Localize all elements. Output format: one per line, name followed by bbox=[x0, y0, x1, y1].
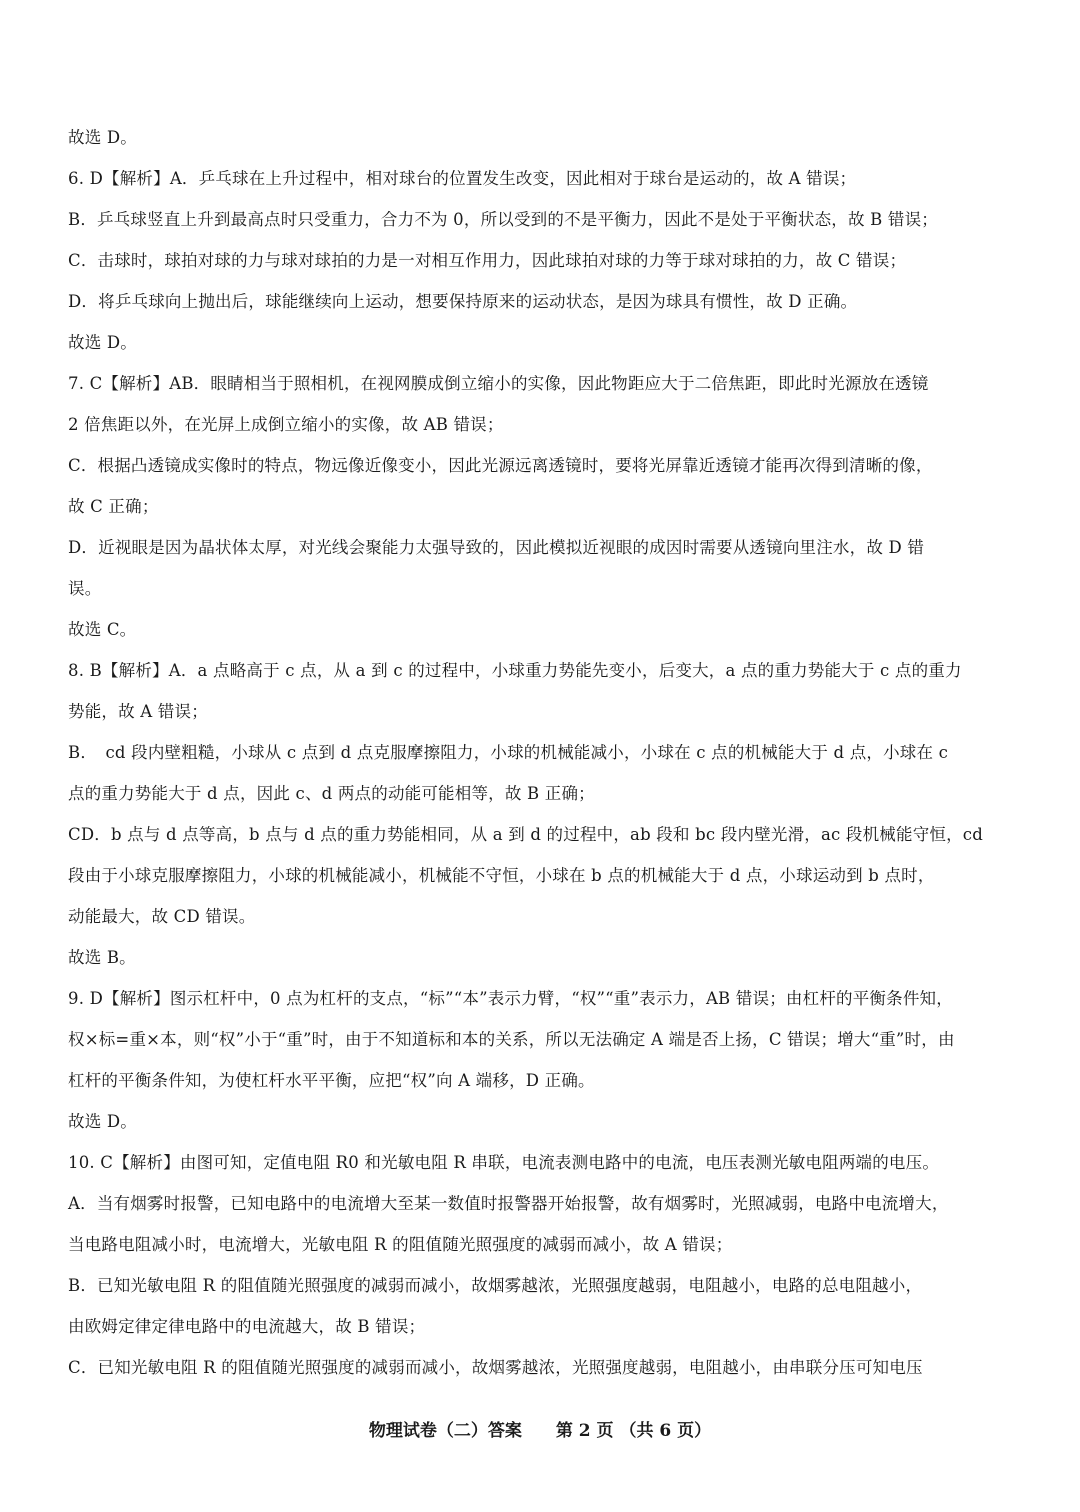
text-line: 由欧姆定律定律电路中的电流越大，故 B 错误； bbox=[68, 1317, 426, 1336]
text-line: 故选 D。 bbox=[68, 128, 137, 147]
text-line: C．根据凸透镜成实像时的特点，物远像近像变小，因此光源远离透镜时，要将光屏靠近透镜才能再次得到清晰的像， bbox=[68, 456, 933, 475]
text-line: 势能，故 A 错误； bbox=[68, 702, 208, 721]
text-line: 故选 C。 bbox=[68, 620, 137, 639]
text-line: 故选 D。 bbox=[68, 333, 137, 352]
page-footer: 物理试卷（二）答案 第 2 页 （共 6 页） bbox=[368, 1421, 712, 1441]
text-line: 杠杆的平衡条件知，为使杠杆水平平衡，应把“权”向 A 端移，D 正确。 bbox=[68, 1071, 595, 1090]
text-line: D．近视眼是因为晶状体太厚，对光线会聚能力太强导致的，因此模拟近视眼的成因时需要从透镜向里注水，故 D 错 bbox=[68, 538, 925, 557]
text-line: 7. C【解析】AB．眼睛相当于照相机，在视网膜成倒立缩小的实像，因此物距应大于二倍焦距，即此时光源放在透镜 bbox=[68, 374, 929, 393]
text-line: B．已知光敏电阻 R 的阻值随光照强度的减弱而减小，故烟雾越浓，光照强度越弱，电阻越小，电路的总电阻越小， bbox=[68, 1276, 923, 1295]
text-line: C．击球时，球拍对球的力与球对球拍的力是一对相互作用力，因此球拍对球的力等于球对球拍的力，故 C 错误； bbox=[68, 251, 907, 270]
text-line: 故 C 正确； bbox=[68, 497, 159, 516]
text-line: 误。 bbox=[68, 579, 102, 598]
text-line: B．乒乓球竖直上升到最高点时只受重力，合力不为 0，所以受到的不是平衡力，因此不是处于平衡状态，故 B 错误； bbox=[68, 210, 938, 229]
text-line: 段由于小球克服摩擦阻力，小球的机械能减小，机械能不守恒，小球在 b 点的机械能大于 d 点，小球运动到 b 点时， bbox=[68, 866, 935, 885]
text-line: 权×标=重×本，则“权”小于“重”时，由于不知道标和本的关系，所以无法确定 A 端是否上扬，C 错误；增大“重”时，由 bbox=[68, 1030, 955, 1049]
text-line: 10. C【解析】由图可知，定值电阻 R0 和光敏电阻 R 串联，电流表测电路中的电流，电压表测光敏电阻两端的电压。 bbox=[68, 1153, 940, 1172]
text-line: D．将乒乓球向上抛出后，球能继续向上运动，想要保持原来的运动状态，是因为球具有惯性，故 D 正确。 bbox=[68, 292, 858, 311]
text-line: 点的重力势能大于 d 点，因此 c、d 两点的动能可能相等，故 B 正确； bbox=[68, 784, 595, 803]
text-line: A．当有烟雾时报警，已知电路中的电流增大至某一数值时报警器开始报警，故有烟雾时，光照减弱，电路中电流增大， bbox=[68, 1194, 949, 1213]
text-line: 故选 B。 bbox=[68, 948, 136, 967]
text-line: 2 倍焦距以外，在光屏上成倒立缩小的实像，故 AB 错误； bbox=[68, 415, 504, 434]
text-line: CD．b 点与 d 点等高，b 点与 d 点的重力势能相同，从 a 到 d 的过程中，ab 段和 bc 段内壁光滑，ac 段机械能守恒，cd bbox=[68, 825, 984, 844]
text-line: 故选 D。 bbox=[68, 1112, 137, 1131]
text-line: 6. D【解析】A．乒乓球在上升过程中，相对球台的位置发生改变，因此相对于球台是运动的，故 A 错误； bbox=[68, 169, 857, 188]
text-line: B． cd 段内壁粗糙，小球从 c 点到 d 点克服摩擦阻力，小球的机械能减小，小球在 c 点的机械能大于 d 点，小球在 c bbox=[68, 743, 949, 762]
text-line: 当电路电阻减小时，电流增大，光敏电阻 R 的阻值随光照强度的减弱而减小，故 A 错误； bbox=[68, 1235, 733, 1254]
text-line: 8. B【解析】A．a 点略高于 c 点，从 a 到 c 的过程中，小球重力势能先变小，后变大，a 点的重力势能大于 c 点的重力 bbox=[68, 661, 962, 680]
text-line: C．已知光敏电阻 R 的阻值随光照强度的减弱而减小，故烟雾越浓，光照强度越弱，电阻越小，由串联分压可知电压 bbox=[68, 1358, 923, 1377]
text-line: 9. D【解析】图示杠杆中，0 点为杠杆的支点，“标”“本”表示力臂，“权”“重”表示力，AB 错误；由杠杆的平衡条件知， bbox=[68, 989, 953, 1008]
text-line: 动能最大，故 CD 错误。 bbox=[68, 907, 256, 926]
